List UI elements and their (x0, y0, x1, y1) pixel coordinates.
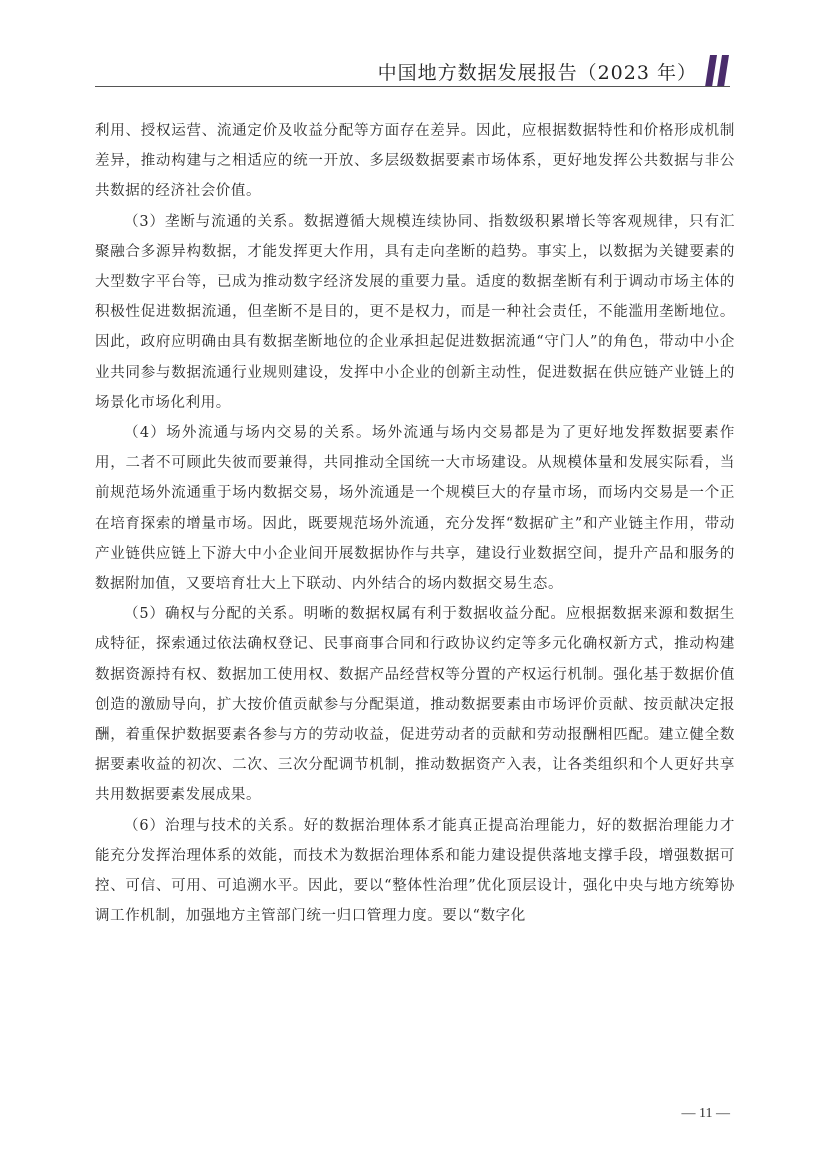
paragraph-4: （5）确权与分配的关系。明晰的数据权属有利于数据收益分配。应根据数据来源和数据生成特征，探索通过依法确权登记、民事商事合同和行政协议约定等多元化确权新方式，推动构建数据资源持有权、数据加工使用权、数据产品经营权等分置的产权运行机制。强化基于数据价值创造的激励导向，扩大按价值贡献参与分配渠道，推动数据要素由市场评价贡献、按贡献决定报酬，着重保护数据要素各参与方的劳动收益，促进劳动者的贡献和劳动报酬相匹配。建立健全数据要素收益的初次、二次、三次分配调节机制，推动数据资产入表，让各类组织和个人更好共享共用数据要素发展成果。 (95, 606, 735, 804)
paragraph-2: （3）垄断与流通的关系。数据遵循大规模连续协同、指数级积累增长等客观规律，只有汇聚融合多源异构数据，才能发挥更大作用，具有走向垄断的趋势。事实上，以数据为关键要素的大型数字平台等，已成为推动数字经济发展的重要力量。适度的数据垄断有利于调动市场主体的积极性促进数据流通，但垄断不是目的，更不是权力，而是一种社会责任，不能滥用垄断地位。因此，政府应明确由具有数据垄断地位的企业承担起促进数据流通“守门人”的角色，带动中小企业共同参与数据流通行业规则建设，发挥中小企业的创新主动性，促进数据在供应链产业链上的场景化市场化利用。 (95, 213, 735, 411)
page-number: — 11 — (681, 1106, 730, 1121)
paragraph-5: （6）治理与技术的关系。好的数据治理体系才能真正提高治理能力，好的数据治理能力才能充分发挥治理体系的效能，而技术为数据治理体系和能力建设提供落地支撑手段，增强数据可控、可信、可用、可追溯水平。因此，要以“整体性治理”优化顶层设计，强化中央与地方统筹协调工作机制，加强地方主管部门统一归口管理力度。要以“数字化 (95, 817, 735, 925)
double-slash-icon (704, 55, 734, 87)
paragraph-1: 利用、授权运营、流通定价及收益分配等方面存在差异。因此，应根据数据特性和价格形成机制差异，推动构建与之相适应的统一开放、多层级数据要素市场体系，更好地发挥公共数据与非公共数据的经济社会价值。 (95, 123, 735, 200)
body-text (95, 116, 735, 931)
header-divider (95, 86, 730, 87)
paragraph-3: （4）场外流通与场内交易的关系。场外流通与场内交易都是为了更好地发挥数据要素作用，二者不可顾此失彼而要兼得，共同推动全国统一大市场建设。从规模体量和发展实际看，当前规范场外流通重于场内数据交易，场外流通是一个规模巨大的存量市场，而场内交易是一个正在培育探索的增量市场。因此，既要规范场外流通，充分发挥“数据矿主”和产业链主作用，带动产业链供应链上下游大中小企业间开展数据协作与共享，建设行业数据空间，提升产品和服务的数据附加值，又要培育壮大上下联动、内外结合的场内数据交易生态。 (95, 425, 735, 593)
header-title: 中国地方数据发展报告（2023 年） (377, 62, 697, 84)
